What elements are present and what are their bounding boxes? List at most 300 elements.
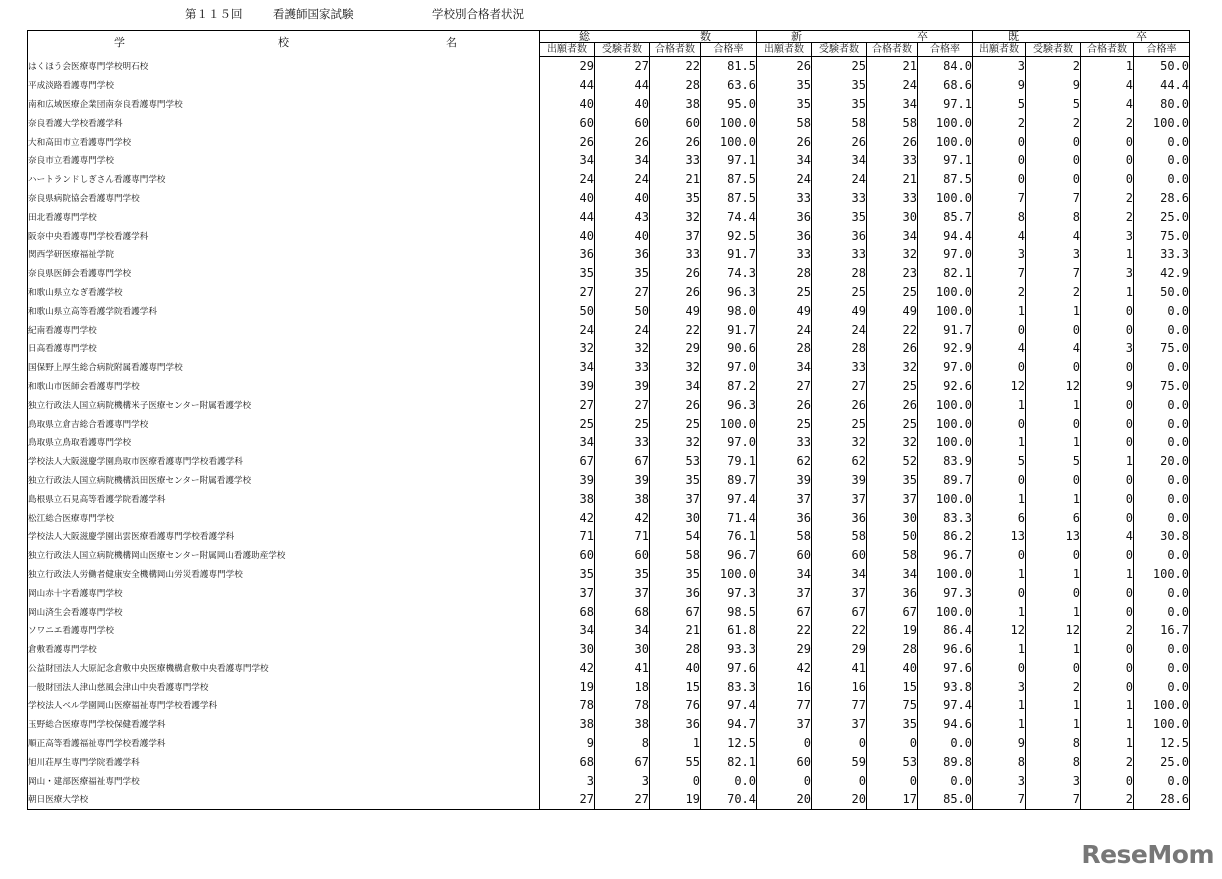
count-cell: 0: [1081, 301, 1134, 320]
school-name-cell: 順正高等看護福祉専門学校看護学科: [28, 734, 540, 753]
count-cell: 53: [867, 752, 918, 771]
count-cell: 58: [757, 527, 812, 546]
count-cell: 28: [812, 339, 867, 358]
count-cell: 26: [650, 132, 701, 151]
count-cell: 0: [812, 771, 867, 790]
count-cell: 1: [1026, 640, 1081, 659]
table-row: [28, 226, 1190, 245]
table-row: [28, 377, 1190, 396]
pass-rate-cell: 90.6: [701, 339, 757, 358]
count-cell: 40: [867, 659, 918, 678]
pass-rate-cell: 100.0: [701, 414, 757, 433]
count-cell: 67: [867, 602, 918, 621]
count-cell: 67: [650, 602, 701, 621]
count-cell: 27: [540, 395, 595, 414]
pass-rate-cell: 91.7: [918, 320, 973, 339]
school-name-cell: 松江総合医療専門学校: [28, 508, 540, 527]
pass-rate-cell: 100.0: [918, 565, 973, 584]
count-cell: 1: [1081, 696, 1134, 715]
table-row: [28, 489, 1190, 508]
pass-rate-cell: 0.0: [1134, 358, 1190, 377]
count-cell: 37: [595, 583, 650, 602]
pass-rate-cell: 87.5: [701, 189, 757, 208]
count-cell: 16: [757, 677, 812, 696]
count-cell: 1: [1026, 395, 1081, 414]
school-name-cell: 一般財団法人津山慈風会津山中央看護専門学校: [28, 677, 540, 696]
count-cell: 60: [595, 113, 650, 132]
count-cell: 40: [540, 95, 595, 114]
count-cell: 33: [757, 245, 812, 264]
count-cell: 1: [1026, 696, 1081, 715]
count-cell: 71: [595, 527, 650, 546]
count-cell: 28: [757, 339, 812, 358]
count-cell: 4: [1026, 226, 1081, 245]
count-cell: 30: [595, 640, 650, 659]
count-cell: 43: [595, 207, 650, 226]
count-cell: 37: [650, 226, 701, 245]
count-cell: 1: [973, 640, 1026, 659]
count-cell: 67: [812, 602, 867, 621]
group-new-header: [757, 31, 973, 43]
pass-rate-cell: 81.5: [701, 57, 757, 76]
count-cell: 76: [650, 696, 701, 715]
count-cell: 60: [757, 546, 812, 565]
count-cell: 9: [540, 734, 595, 753]
table-row: [28, 771, 1190, 790]
count-cell: 33: [757, 189, 812, 208]
count-cell: 27: [757, 377, 812, 396]
count-cell: 40: [595, 189, 650, 208]
school-name-cell: 鳥取県立倉吉総合看護専門学校: [28, 414, 540, 433]
count-cell: 0: [1081, 358, 1134, 377]
count-cell: 26: [757, 132, 812, 151]
count-cell: 27: [540, 790, 595, 809]
count-cell: 0: [1026, 358, 1081, 377]
pass-rate-cell: 94.4: [918, 226, 973, 245]
count-cell: 4: [1081, 76, 1134, 95]
count-cell: 3: [1081, 226, 1134, 245]
subheader-total-2: 受験者数: [595, 43, 650, 57]
count-cell: 75: [867, 696, 918, 715]
subheader-total-4: 合格率: [701, 43, 757, 57]
count-cell: 0: [1026, 170, 1081, 189]
count-cell: 2: [1026, 57, 1081, 76]
pass-rate-cell: 85.0: [918, 790, 973, 809]
count-cell: 40: [595, 95, 650, 114]
pass-rate-cell: 95.0: [701, 95, 757, 114]
count-cell: 2: [1026, 677, 1081, 696]
count-cell: 30: [650, 508, 701, 527]
pass-rate-cell: 33.3: [1134, 245, 1190, 264]
count-cell: 49: [650, 301, 701, 320]
table-row: [28, 132, 1190, 151]
count-cell: 40: [540, 226, 595, 245]
pass-rate-cell: 87.2: [701, 377, 757, 396]
count-cell: 33: [867, 151, 918, 170]
count-cell: 24: [757, 320, 812, 339]
subheader-new-2: 受験者数: [812, 43, 867, 57]
pass-rate-cell: 61.8: [701, 621, 757, 640]
pass-rate-cell: 82.1: [701, 752, 757, 771]
pass-rate-cell: 82.1: [918, 264, 973, 283]
count-cell: 0: [1081, 170, 1134, 189]
pass-rate-cell: 87.5: [918, 170, 973, 189]
table-row: [28, 471, 1190, 490]
count-cell: 26: [650, 283, 701, 302]
school-header-char-2: 校: [278, 36, 289, 49]
count-cell: 60: [595, 546, 650, 565]
group-new-char-1: 新: [791, 30, 802, 43]
pass-rate-cell: 100.0: [918, 489, 973, 508]
table-row: [28, 320, 1190, 339]
pass-rate-cell: 94.6: [918, 715, 973, 734]
count-cell: 29: [650, 339, 701, 358]
count-cell: 67: [540, 452, 595, 471]
count-cell: 26: [812, 132, 867, 151]
count-cell: 0: [973, 320, 1026, 339]
count-cell: 67: [595, 452, 650, 471]
pass-rate-cell: 0.0: [1134, 659, 1190, 678]
pass-rate-cell: 71.4: [701, 508, 757, 527]
count-cell: 1: [1081, 245, 1134, 264]
count-cell: 2: [1081, 752, 1134, 771]
count-cell: 68: [595, 602, 650, 621]
pass-rate-cell: 92.6: [918, 377, 973, 396]
count-cell: 54: [650, 527, 701, 546]
count-cell: 37: [757, 489, 812, 508]
count-cell: 25: [812, 283, 867, 302]
pass-rate-cell: 100.0: [918, 283, 973, 302]
pass-rate-cell: 50.0: [1134, 57, 1190, 76]
count-cell: 62: [812, 452, 867, 471]
pass-rate-cell: 100.0: [918, 433, 973, 452]
pass-rate-cell: 89.7: [918, 471, 973, 490]
pass-rate-cell: 75.0: [1134, 377, 1190, 396]
count-cell: 1: [1081, 715, 1134, 734]
count-cell: 34: [867, 95, 918, 114]
count-cell: 16: [812, 677, 867, 696]
count-cell: 0: [973, 471, 1026, 490]
pass-rate-cell: 86.2: [918, 527, 973, 546]
pass-rate-cell: 94.7: [701, 715, 757, 734]
school-name-cell: 旭川荘厚生専門学院看護学科: [28, 752, 540, 771]
count-cell: 32: [812, 433, 867, 452]
pass-rate-cell: 83.9: [918, 452, 973, 471]
count-cell: 21: [650, 170, 701, 189]
pass-rate-cell: 0.0: [918, 734, 973, 753]
count-cell: 0: [1026, 132, 1081, 151]
pass-rate-cell: 96.7: [701, 546, 757, 565]
count-cell: 5: [1026, 95, 1081, 114]
pass-rate-cell: 100.0: [918, 189, 973, 208]
school-name-cell: はくほう会医療専門学校明石校: [28, 57, 540, 76]
school-name-cell: 紀南看護専門学校: [28, 320, 540, 339]
count-cell: 35: [757, 95, 812, 114]
table-row: [28, 76, 1190, 95]
count-cell: 24: [757, 170, 812, 189]
pass-rate-cell: 97.6: [701, 659, 757, 678]
count-cell: 1: [1026, 301, 1081, 320]
table-row: [28, 790, 1190, 809]
school-name-cell: 独立行政法人国立病院機構岡山医療センター附属岡山看護助産学校: [28, 546, 540, 565]
count-cell: 19: [867, 621, 918, 640]
table-row: [28, 264, 1190, 283]
count-cell: 28: [650, 640, 701, 659]
pass-rate-cell: 100.0: [918, 414, 973, 433]
count-cell: 37: [650, 489, 701, 508]
pass-rate-cell: 0.0: [1134, 132, 1190, 151]
pass-rate-cell: 42.9: [1134, 264, 1190, 283]
pass-rate-cell: 100.0: [1134, 696, 1190, 715]
count-cell: 35: [650, 565, 701, 584]
count-cell: 7: [973, 264, 1026, 283]
pass-rate-cell: 0.0: [1134, 489, 1190, 508]
count-cell: 38: [595, 489, 650, 508]
count-cell: 0: [1081, 583, 1134, 602]
pass-rate-cell: 97.3: [701, 583, 757, 602]
count-cell: 13: [973, 527, 1026, 546]
count-cell: 32: [650, 207, 701, 226]
count-cell: 37: [757, 583, 812, 602]
count-cell: 35: [650, 189, 701, 208]
count-cell: 29: [757, 640, 812, 659]
count-cell: 40: [650, 659, 701, 678]
pass-rate-cell: 100.0: [918, 395, 973, 414]
subheader-new-1: 出願者数: [757, 43, 812, 57]
count-cell: 1: [1081, 283, 1134, 302]
pass-rate-cell: 44.4: [1134, 76, 1190, 95]
school-name-cell: 関西学研医療福祉学院: [28, 245, 540, 264]
school-name-cell: 岡山赤十字看護専門学校: [28, 583, 540, 602]
pass-rate-cell: 12.5: [1134, 734, 1190, 753]
count-cell: 24: [812, 170, 867, 189]
count-cell: 2: [973, 283, 1026, 302]
pass-rate-cell: 97.1: [918, 151, 973, 170]
count-cell: 24: [595, 320, 650, 339]
count-cell: 24: [540, 170, 595, 189]
pass-rate-cell: 74.3: [701, 264, 757, 283]
table-row: [28, 301, 1190, 320]
count-cell: 33: [595, 358, 650, 377]
school-name-cell: 奈良看護大学校看護学科: [28, 113, 540, 132]
pass-rate-cell: 85.7: [918, 207, 973, 226]
count-cell: 58: [867, 546, 918, 565]
count-cell: 26: [867, 395, 918, 414]
count-cell: 27: [812, 377, 867, 396]
pass-rate-cell: 70.4: [701, 790, 757, 809]
count-cell: 0: [1081, 771, 1134, 790]
pass-rate-cell: 20.0: [1134, 452, 1190, 471]
pass-rate-cell: 97.3: [918, 583, 973, 602]
pass-rate-cell: 100.0: [701, 132, 757, 151]
count-cell: 44: [540, 76, 595, 95]
count-cell: 58: [812, 113, 867, 132]
count-cell: 39: [540, 377, 595, 396]
pass-rate-cell: 83.3: [918, 508, 973, 527]
school-name-cell: 岡山済生会看護専門学校: [28, 602, 540, 621]
count-cell: 24: [812, 320, 867, 339]
count-cell: 34: [540, 433, 595, 452]
count-cell: 55: [650, 752, 701, 771]
count-cell: 25: [757, 414, 812, 433]
count-cell: 0: [973, 170, 1026, 189]
group-total-char-2: 数: [700, 30, 711, 43]
count-cell: 22: [650, 57, 701, 76]
group-new-char-2: 卒: [917, 30, 928, 43]
count-cell: 36: [757, 226, 812, 245]
count-cell: 27: [540, 283, 595, 302]
count-cell: 15: [867, 677, 918, 696]
count-cell: 42: [757, 659, 812, 678]
count-cell: 29: [540, 57, 595, 76]
count-cell: 35: [650, 471, 701, 490]
school-name-cell: 鳥取県立鳥取看護専門学校: [28, 433, 540, 452]
count-cell: 38: [540, 715, 595, 734]
school-name-cell: 奈良県医師会看護専門学校: [28, 264, 540, 283]
count-cell: 28: [812, 264, 867, 283]
count-cell: 36: [757, 508, 812, 527]
count-cell: 2: [973, 113, 1026, 132]
count-cell: 27: [595, 283, 650, 302]
count-cell: 7: [1026, 790, 1081, 809]
table-row: [28, 602, 1190, 621]
pass-rate-cell: 75.0: [1134, 339, 1190, 358]
count-cell: 60: [757, 752, 812, 771]
school-name-cell: 和歌山県立なぎ看護学校: [28, 283, 540, 302]
school-name-cell: 和歌山市医師会看護専門学校: [28, 377, 540, 396]
count-cell: 39: [812, 471, 867, 490]
pass-rate-cell: 25.0: [1134, 207, 1190, 226]
pass-rate-cell: 100.0: [918, 113, 973, 132]
count-cell: 5: [973, 95, 1026, 114]
count-cell: 32: [595, 339, 650, 358]
subheader-new-4: 合格率: [918, 43, 973, 57]
count-cell: 35: [540, 264, 595, 283]
school-name-cell: 奈良市立看護専門学校: [28, 151, 540, 170]
count-cell: 34: [757, 151, 812, 170]
school-name-header: [28, 31, 540, 57]
subheader-total-1: 出願者数: [540, 43, 595, 57]
count-cell: 0: [867, 771, 918, 790]
count-cell: 8: [595, 734, 650, 753]
count-cell: 24: [540, 320, 595, 339]
table-row: [28, 752, 1190, 771]
count-cell: 35: [812, 207, 867, 226]
count-cell: 27: [595, 790, 650, 809]
pass-rate-cell: 100.0: [701, 113, 757, 132]
count-cell: 1: [973, 489, 1026, 508]
school-name-cell: 独立行政法人国立病院機構浜田医療センター附属看護学校: [28, 471, 540, 490]
pass-rate-cell: 0.0: [1134, 301, 1190, 320]
count-cell: 0: [1081, 395, 1134, 414]
count-cell: 9: [1026, 76, 1081, 95]
count-cell: 58: [650, 546, 701, 565]
count-cell: 49: [867, 301, 918, 320]
count-cell: 34: [540, 621, 595, 640]
count-cell: 58: [757, 113, 812, 132]
count-cell: 3: [595, 771, 650, 790]
school-name-cell: 奈良県病院協会看護専門学校: [28, 189, 540, 208]
count-cell: 2: [1026, 113, 1081, 132]
count-cell: 25: [812, 414, 867, 433]
pass-rate-cell: 100.0: [1134, 565, 1190, 584]
subheader-former-2: 受験者数: [1026, 43, 1081, 57]
count-cell: 22: [812, 621, 867, 640]
count-cell: 2: [1081, 207, 1134, 226]
count-cell: 7: [1026, 264, 1081, 283]
pass-rate-cell: 75.0: [1134, 226, 1190, 245]
pass-rate-cell: 0.0: [1134, 771, 1190, 790]
count-cell: 1: [1026, 715, 1081, 734]
pass-rate-cell: 97.0: [701, 433, 757, 452]
count-cell: 12: [1026, 377, 1081, 396]
count-cell: 3: [1081, 339, 1134, 358]
count-cell: 0: [1081, 677, 1134, 696]
pass-rate-cell: 76.1: [701, 527, 757, 546]
count-cell: 60: [540, 546, 595, 565]
school-header-char-3: 名: [446, 36, 457, 49]
count-cell: 25: [867, 283, 918, 302]
count-cell: 34: [595, 621, 650, 640]
count-cell: 32: [867, 245, 918, 264]
count-cell: 71: [540, 527, 595, 546]
exam-name: 看護師国家試験: [273, 7, 354, 21]
count-cell: 25: [650, 414, 701, 433]
count-cell: 59: [812, 752, 867, 771]
count-cell: 33: [812, 358, 867, 377]
pass-rate-cell: 97.1: [701, 151, 757, 170]
count-cell: 33: [757, 433, 812, 452]
count-cell: 39: [757, 471, 812, 490]
pass-rate-cell: 100.0: [1134, 715, 1190, 734]
count-cell: 37: [540, 583, 595, 602]
count-cell: 20: [812, 790, 867, 809]
count-cell: 36: [812, 226, 867, 245]
pass-rate-cell: 0.0: [1134, 640, 1190, 659]
table-row: [28, 189, 1190, 208]
table-row: [28, 677, 1190, 696]
report-title: 学校別合格者状況: [432, 7, 524, 21]
count-cell: 9: [973, 734, 1026, 753]
count-cell: 44: [540, 207, 595, 226]
count-cell: 0: [973, 358, 1026, 377]
count-cell: 22: [650, 320, 701, 339]
table-row: [28, 583, 1190, 602]
count-cell: 1: [973, 565, 1026, 584]
count-cell: 1: [1081, 57, 1134, 76]
count-cell: 26: [650, 395, 701, 414]
count-cell: 36: [650, 715, 701, 734]
school-name-cell: 島根県立石見高等看護学院看護学科: [28, 489, 540, 508]
count-cell: 26: [757, 395, 812, 414]
subheader-new-3: 合格者数: [867, 43, 918, 57]
count-cell: 0: [1026, 546, 1081, 565]
pass-rate-cell: 0.0: [1134, 602, 1190, 621]
count-cell: 0: [973, 132, 1026, 151]
count-cell: 4: [973, 226, 1026, 245]
school-name-cell: 大和高田市立看護専門学校: [28, 132, 540, 151]
count-cell: 1: [650, 734, 701, 753]
count-cell: 0: [1081, 659, 1134, 678]
count-cell: 78: [540, 696, 595, 715]
count-cell: 8: [1026, 752, 1081, 771]
school-name-cell: 国保野上厚生総合病院附属看護専門学校: [28, 358, 540, 377]
group-total-header: [540, 31, 757, 43]
pass-rate-cell: 93.3: [701, 640, 757, 659]
pass-rate-cell: 97.0: [918, 245, 973, 264]
count-cell: 34: [595, 151, 650, 170]
count-cell: 9: [973, 76, 1026, 95]
